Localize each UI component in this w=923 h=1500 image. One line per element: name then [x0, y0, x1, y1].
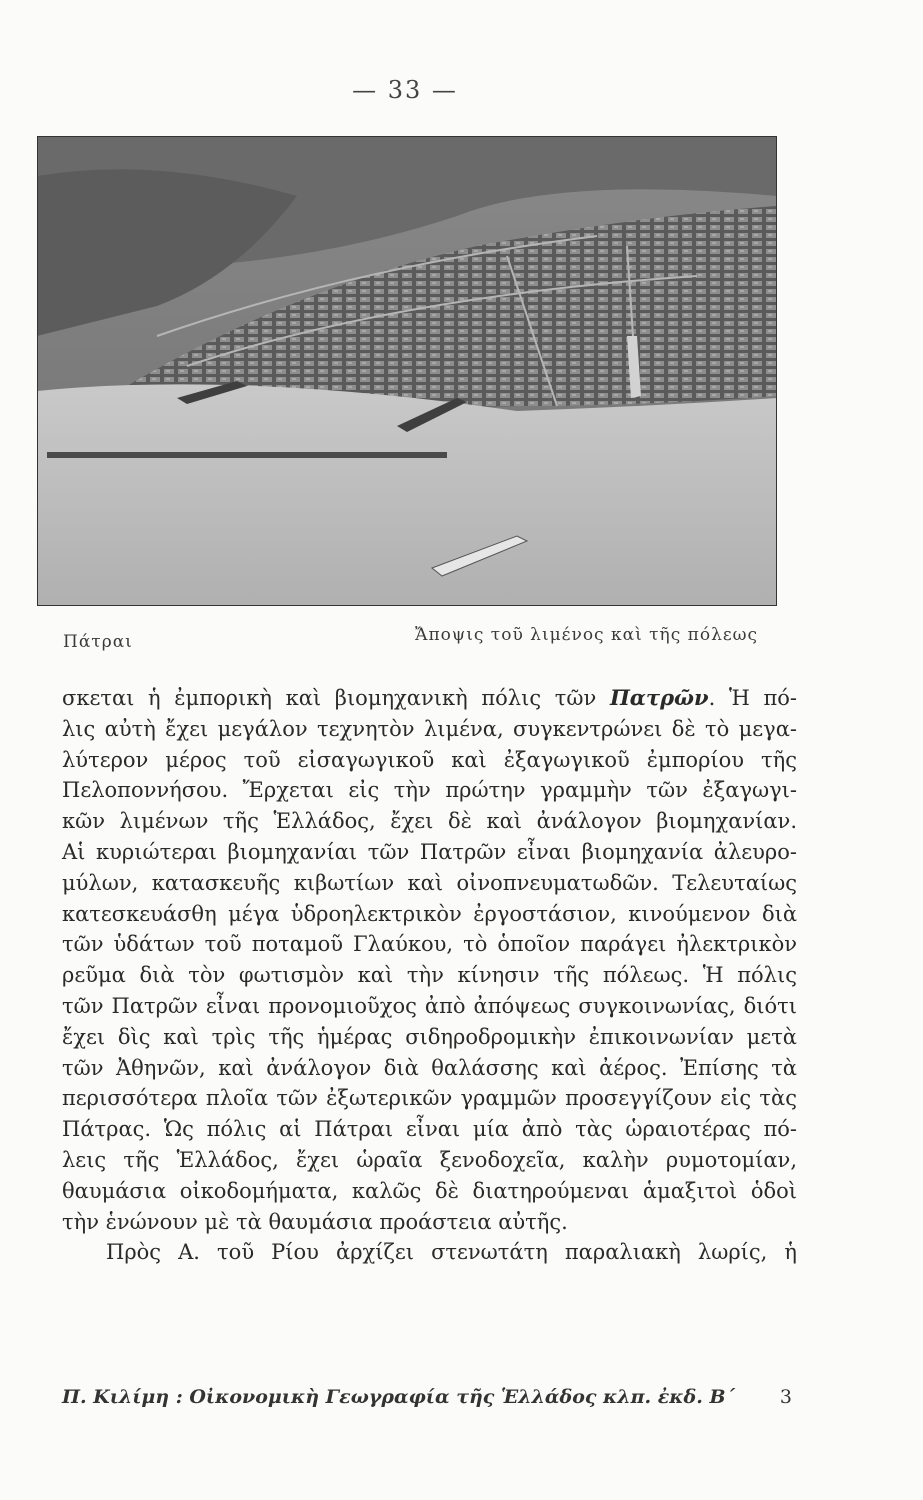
- text-line: ρεῦμα διὰ τὸν φωτισμὸν καὶ τὴν κίνησιν τῆς πόλεως. Ἡ πόλις: [62, 963, 797, 988]
- text-line: τῶν Ἀθηνῶν, καὶ ἀνάλογον διὰ θαλάσσης καὶ ἀέρος. Ἐπίσης τὰ: [62, 1055, 797, 1080]
- text-line: Πελοποννήσου. Ἔρχεται εἰς τὴν πρώτην γραμμὴν τῶν ἐξαγωγι-: [62, 778, 797, 803]
- text-line: λεις τῆς Ἑλλάδος, ἔχει ὡραῖα ξενοδοχεῖα, καλὴν ρυμοτομίαν,: [62, 1147, 797, 1172]
- photo-caption-description: Ἄποψις τοῦ λιμένος καὶ τῆς πόλεως: [415, 625, 759, 645]
- text-line: περισσότερα πλοῖα τῶν ἐξωτερικῶν γραμμῶν προσεγγίζουν εἰς τὰς: [62, 1086, 797, 1111]
- harbor-photo-illustration: [37, 136, 777, 606]
- text-line: Πάτρας. Ὡς πόλις αἱ Πάτραι εἶναι μία ἀπὸ τὰς ὡραιοτέρας πό-: [62, 1117, 797, 1142]
- city-name-emphasis: Πατρῶν: [609, 685, 709, 710]
- text-line: κατεσκευάσθη μέγα ὑδροηλεκτρικὸν ἐργοστάσιον, κινούμενον διὰ: [62, 901, 797, 926]
- signature-mark: 3: [779, 1386, 792, 1408]
- footer-citation: Π. Κιλίμη : Οἰκονομικὴ Γεωγραφία τῆς Ἑλλάδος κλπ. ἐκδ. Β΄: [62, 1386, 735, 1408]
- text-line: λύτερον μέρος τοῦ εἰσαγωγικοῦ καὶ ἐξαγωγικοῦ ἐμπορίου τῆς: [62, 747, 797, 772]
- text-line: θαυμάσια οἰκοδομήματα, καλῶς δὲ διατηρούμεναι ἁμαξιτοὶ ὁδοὶ: [62, 1178, 797, 1203]
- text-line: σκεται ἡ ἐμπορικὴ καὶ βιομηχανικὴ πόλις τῶν Πατρῶν. Ἡ πό-: [62, 685, 797, 710]
- text-line: τῶν ὑδάτων τοῦ ποταμοῦ Γλαύκου, τὸ ὁποῖον παράγει ἠλεκτρικὸν: [62, 932, 797, 957]
- text-line: τῶν Πατρῶν εἶναι προνομιοῦχος ἀπὸ ἀπόψεως συγκοινωνίας, διότι: [62, 993, 797, 1018]
- photo-caption-city: Πάτραι: [63, 632, 133, 652]
- footer: [62, 1386, 792, 1408]
- page-number: — 33 —: [352, 76, 458, 104]
- paragraph-start: Πρὸς Α. τοῦ Ρίου ἀρχίζει στενωτάτη παραλιακὴ λωρίς, ἡ: [106, 1240, 797, 1265]
- text-line: λις αὐτὴ ἔχει μεγάλον τεχνητὸν λιμένα, συγκεντρώνει δὲ τὸ μεγα-: [62, 716, 797, 741]
- body-text: [62, 683, 797, 1268]
- harbor-photo: [37, 136, 777, 606]
- text-line: κῶν λιμένων τῆς Ἑλλάδος, ἔχει δὲ καὶ ἀνάλογον βιομηχανίαν.: [62, 809, 797, 834]
- text-line: μύλων, κατασκευῆς κιβωτίων καὶ οἰνοπνευματωδῶν. Τελευταίως: [62, 870, 797, 895]
- breakwater: [47, 452, 447, 458]
- text-line: ἔχει δὶς καὶ τρὶς τῆς ἡμέρας σιδηροδρομικὴν ἐπικοινωνίαν μετὰ: [62, 1024, 797, 1049]
- text-line: τὴν ἑνώνουν μὲ τὰ θαυμάσια προάστεια αὐτῆς.: [62, 1209, 568, 1234]
- harbor-water: [37, 384, 777, 606]
- text-line: Αἱ κυριώτεραι βιομηχανίαι τῶν Πατρῶν εἶναι βιομηχανία ἀλευρο-: [62, 839, 797, 864]
